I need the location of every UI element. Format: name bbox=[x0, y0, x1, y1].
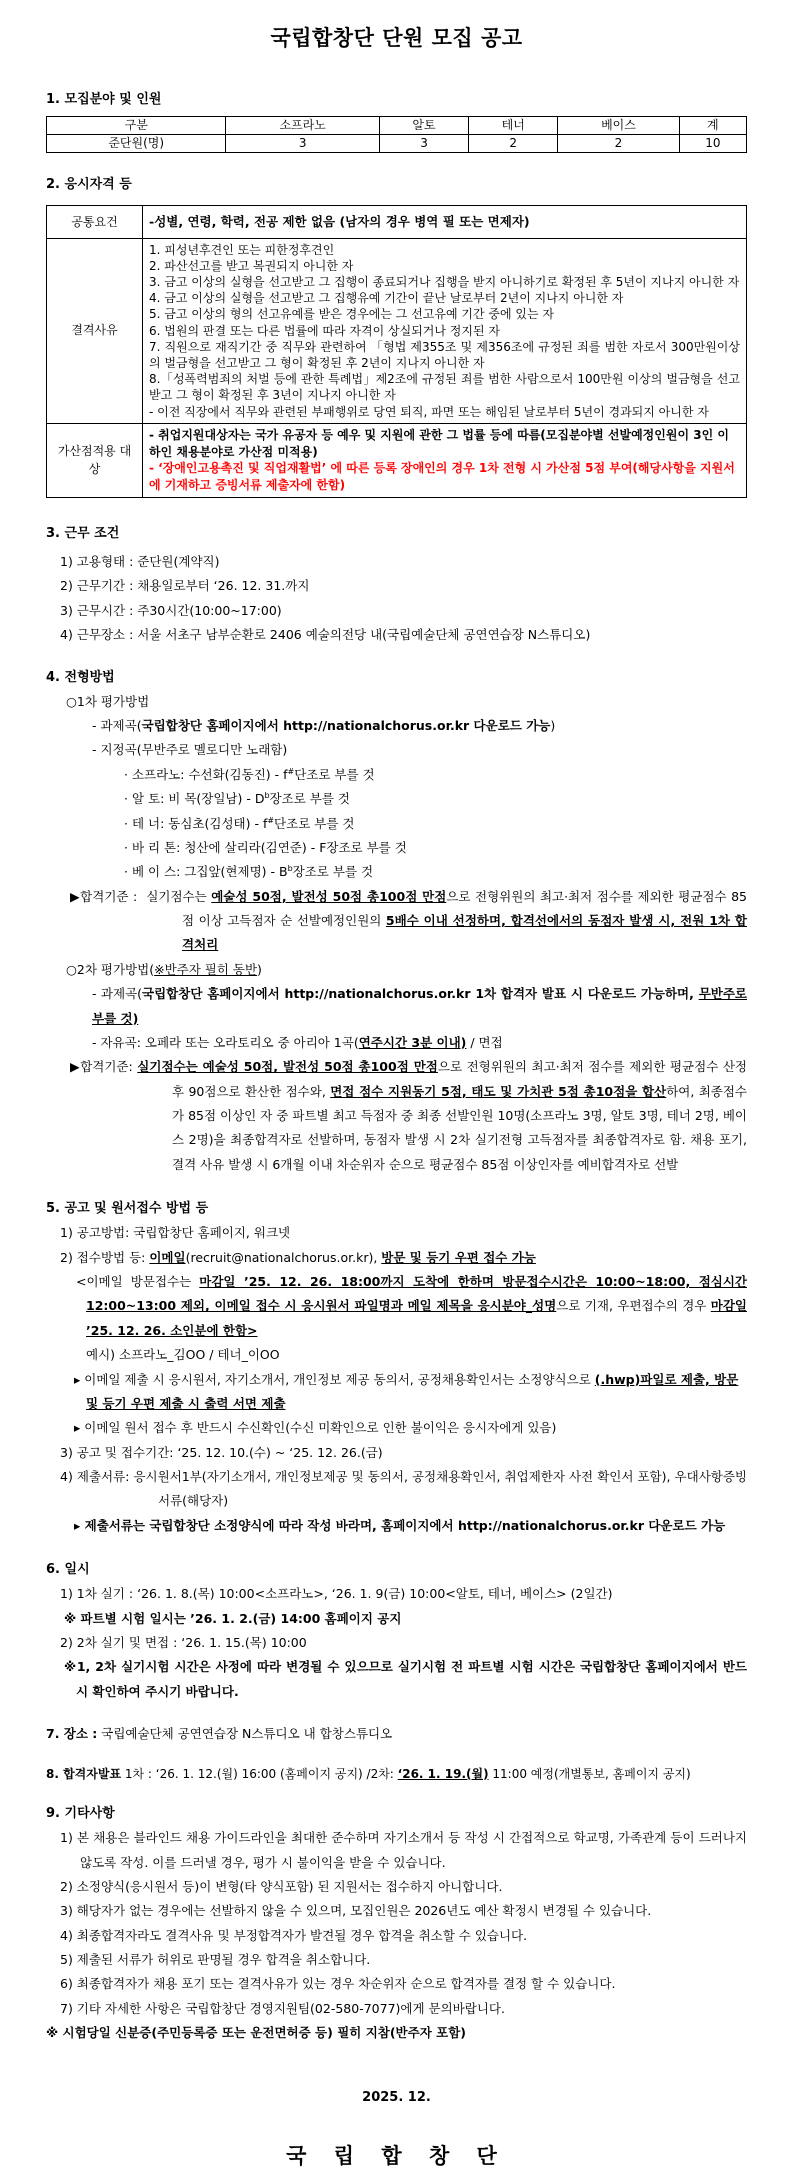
sharp-icon: # bbox=[267, 815, 275, 825]
application-method-label: 2) 접수방법 등: bbox=[60, 1249, 150, 1265]
list-item: 3) 해당자가 없는 경우에는 선발하지 않을 수 있으며, 모집인원은 2026년도 예산 확정시 변경될 수 있습니다. bbox=[60, 1903, 652, 1919]
sharp-icon: # bbox=[287, 766, 295, 776]
announcement-label: 8. 합격자발표 bbox=[46, 1766, 122, 1781]
round2-announcement-date: ‘26. 1. 19.(월) bbox=[397, 1766, 489, 1781]
location-label: 7. 장소 : bbox=[46, 1726, 98, 1742]
application-period: 3) 공고 및 접수기간: ‘25. 12. 10.(수) ~ ‘25. 12. 26.(금) bbox=[60, 1444, 383, 1460]
section-4-heading: 4. 전형방법 bbox=[46, 669, 115, 685]
round1-task-download-link[interactable]: 국립합창단 홈페이지에서 http://nationalchorus.or.kr 다운로드 가능 bbox=[141, 718, 551, 734]
deadline-notice bbox=[46, 1270, 747, 1343]
hwp-format-emphasis: (.hwp)파일로 제출, 방문 및 등기 우편 제출 시 출력 서면 제출 bbox=[86, 1371, 739, 1411]
work-conditions-list bbox=[60, 550, 747, 648]
criteria-label: ▶합격기준: bbox=[70, 1059, 133, 1075]
email-address-link[interactable]: (recruit@nationalchorus.or.kr), bbox=[185, 1249, 382, 1265]
table-header-cell: 알토 bbox=[379, 117, 468, 135]
criteria-score-emphasis: 실기점수는 예술성 50점, 발전성 50점 총100점 만점 bbox=[137, 1059, 438, 1075]
list-item: 6) 최종합격자가 채용 포기 또는 결격사유가 있는 경우 차순위자 순으로 합격자를 결정 할 수 있습니다. bbox=[60, 1976, 616, 1992]
criteria-text: 으로 전형위원의 최고·최저 점수를 제외한 평균점수 85점 이상 고득점자 순 선발예정인원의 bbox=[182, 888, 748, 929]
table-header-cell: 테너 bbox=[469, 117, 558, 135]
section-5-heading: 5. 공고 및 원서접수 방법 등 bbox=[46, 1201, 209, 1217]
round1-schedule: 1) 1차 실기 : ‘26. 1. 8.(목) 10:00<소프라노>, ‘26. 1. 9(금) 10:00<알토, 테너, 베이스> (2일간) bbox=[60, 1586, 613, 1602]
bonus-veterans-text: - 취업지원대상자는 국가 유공자 등 예우 및 지원에 관한 그 법률 등에 따름(모집분야별 선발예정인원이 3인 이하인 채용분야로 가산점 미적용) bbox=[149, 427, 729, 459]
round1-task-prefix: - 과제곡( bbox=[92, 718, 142, 734]
part-song-bass bbox=[46, 860, 747, 884]
announcement-method: 1) 공고방법: 국립합창단 홈페이지, 워크넷 bbox=[60, 1225, 291, 1241]
positions-table bbox=[46, 116, 747, 153]
contact-info: 7) 기타 자세한 사항은 국립합창단 경영지원팀(02-580-7077)에게 문의바랍니다. bbox=[60, 2000, 505, 2016]
criteria-label: ▶합격기준 : bbox=[70, 888, 138, 904]
song-key: 단조로 부를 것 bbox=[274, 815, 355, 831]
form-download-note[interactable]: ▸ 제출서류는 국립합창단 소정양식에 따라 작성 바라며, 홈페이지에서 http://nationalchorus.or.kr 다운로드 가능 bbox=[74, 1517, 726, 1533]
criteria-text: 실기점수는 bbox=[146, 888, 212, 904]
song-key: 장조로 부를 것 bbox=[326, 839, 407, 855]
table-header-cell: 소프라노 bbox=[226, 117, 379, 135]
organization-name: 국 립 합 창 단 bbox=[286, 2143, 507, 2168]
section-3-heading: 3. 근무 조건 bbox=[46, 525, 120, 541]
free-song-text: - 자유곡: 오페라 또는 오라토리오 중 아리아 1곡( bbox=[92, 1034, 359, 1050]
criteria-score-emphasis: 예술성 50점, 발전성 50점 총100점 만점 bbox=[211, 888, 447, 904]
list-item: 3. 금고 이상의 실형을 선고받고 그 집행이 종료되거나 집행을 받지 아니하기로 확정된 후 5년이 지나지 아니한 자 bbox=[149, 275, 740, 290]
notice-date: 2025. 12. bbox=[362, 2089, 431, 2105]
section-1-heading: 1. 모집분야 및 인원 bbox=[46, 92, 162, 107]
round2-schedule: 2) 2차 실기 및 면접 : ‘26. 1. 15.(목) 10:00 bbox=[60, 1635, 307, 1651]
section-8-announcement bbox=[46, 1763, 747, 1786]
list-item: 2) 소정양식(응시원서 등)이 변형(타 양식포함) 된 지원서는 접수하지 아니합니다. bbox=[60, 1878, 503, 1894]
table-header-row bbox=[47, 117, 747, 135]
section-2-heading: 2. 응시자격 등 bbox=[46, 177, 132, 193]
list-item: 4) 근무장소 : 서울 서초구 남부순환로 2406 예술의전당 내(국립예술단체 공연연습장 N스튜디오) bbox=[60, 627, 591, 643]
round1-task-song bbox=[46, 714, 747, 738]
interview-text: / 면접 bbox=[466, 1034, 503, 1050]
round2-title-end: ) bbox=[257, 961, 262, 977]
table-header-cell: 계 bbox=[679, 117, 746, 135]
part-song-alto bbox=[46, 787, 747, 811]
required-documents: 4) 제출서류: 응시원서1부(자기소개서, 개인정보제공 및 동의서, 공정채용확인서, 취업제한자 사전 확인서 포함), 우대사항증빙서류(해당자) bbox=[60, 1469, 747, 1509]
bonus-points-text bbox=[143, 423, 747, 497]
id-required-notice: ※ 시험당일 신분증(주민등록증 또는 운전면허증 등) 필히 지참(반주자 포함) bbox=[46, 2025, 466, 2041]
section-9-heading: 9. 기타사항 bbox=[46, 1805, 115, 1821]
list-item: 1) 고용형태 : 준단원(계약직) bbox=[60, 554, 220, 570]
criteria-text: 하여, 최종점수가 85점 이상인 자 중 파트별 최고 득점자 중 최종 선발인원 10명(소프라노 3명, 알토 3명, 테너 2명, 베이스 2명)을 최종합격자로 선발하며, 동점자 발생 시 2차 실기전형 고득점자를 최종합격자로 함. 채용 포기, 결격 사유 발생 시 6개월 이내 차순위자 순으로 평균점수 85점 이상인자를 예비합격자로 선발 bbox=[172, 1083, 747, 1172]
song-title: 동심초(김성태) - f bbox=[168, 815, 268, 831]
round2-unaccompanied-note: 무반주로 부를 것) bbox=[92, 986, 747, 1026]
table-header-cell: 베이스 bbox=[558, 117, 679, 135]
round1-title: ○1차 평가방법 bbox=[66, 693, 150, 709]
list-item: 4) 최종합격자라도 결격사유 및 부정합격자가 발견될 경우 합격을 취소할 수 있습니다. bbox=[60, 1927, 528, 1943]
section-7-location bbox=[46, 1722, 747, 1746]
round1-task-suffix: ) bbox=[550, 718, 556, 734]
table-cell: 3 bbox=[379, 135, 468, 153]
schedule-change-notice: ※1, 2차 실기시험 시간은 사정에 따라 변경될 수 있으므로 실기시험 전 파트별 시험 시간은 국립합창단 홈페이지에서 반드시 확인하여 주시기 바랍니다. bbox=[64, 1659, 747, 1699]
round1-assigned-song: - 지정곡(무반주로 멜로디만 노래함) bbox=[92, 742, 288, 758]
accompanist-required-note: ※반주자 필히 동반 bbox=[154, 961, 258, 977]
round1-criteria bbox=[46, 885, 747, 958]
part-name: · 테 너: bbox=[124, 815, 165, 831]
part-song-tenor bbox=[46, 812, 747, 836]
part-name: · 소프라노: bbox=[124, 766, 185, 782]
list-item: - 이전 직장에서 직무와 관련된 부패행위로 당연 퇴직, 파면 또는 해임된 날로부터 5년이 경과되지 아니한 자 bbox=[149, 404, 709, 419]
round2-title-text: ○2차 평가방법( bbox=[66, 961, 155, 977]
list-item: 3) 근무시간 : 주30시간(10:00~17:00) bbox=[60, 602, 282, 618]
song-title: 그집앞(현제명) - B bbox=[184, 864, 288, 880]
part-schedule-notice: ※ 파트별 시험 일시는 ’26. 1. 2.(금) 14:00 홈페이지 공지 bbox=[64, 1610, 402, 1626]
qualifications-table bbox=[46, 205, 747, 498]
deadline-text: <이메일 방문접수는 bbox=[76, 1274, 200, 1290]
round2-task-prefix: - 과제곡( bbox=[92, 986, 143, 1002]
list-item: 5. 금고 이상의 형의 선고유예를 받은 경우에는 그 선고유예 기간 중에 있는 자 bbox=[149, 307, 554, 322]
song-key: 장조로 부를 것 bbox=[292, 864, 374, 880]
submission-text: ▸ 이메일 제출 시 응시원서, 자기소개서, 개인정보 제공 동의서, 공정채용확인서는 소정양식으로 bbox=[74, 1371, 595, 1387]
part-name: · 바 리 톤: bbox=[124, 839, 181, 855]
location-text: 국립예술단체 공연연습장 N스튜디오 내 합창스튜디오 bbox=[97, 1726, 393, 1742]
bonus-disability-text: - ‘장애인고용촉진 및 직업재활법’ 에 따른 등록 장애인의 경우 1차 전형 시 가산점 5점 부여(해당사항을 지원서에 기재하고 증빙서류 제출자에 한함) bbox=[149, 461, 735, 493]
table-cell: 준단원(명) bbox=[47, 135, 226, 153]
list-item: 8.「성폭력범죄의 처벌 등에 관한 특례법」제2조에 규정된 죄를 범한 사람으로서 100만원 이상의 벌금형을 선고받고 그 형이 확정된 후 3년이 지나지 아니한 자 bbox=[149, 372, 740, 403]
round2-task-download-link[interactable]: 국립합창단 홈페이지에서 http://nationalchorus.or.kr 1차 합격자 발표 시 다운로드 가능하며, bbox=[142, 986, 699, 1002]
song-title: 수선화(김동진) - f bbox=[188, 766, 288, 782]
email-submission-note bbox=[46, 1368, 747, 1417]
song-title: 비 목(장일남) - D bbox=[168, 791, 265, 807]
section-6-heading: 6. 일시 bbox=[46, 1562, 90, 1578]
announcement-text: 11:00 예정(개별통보, 홈페이지 공지) bbox=[488, 1766, 691, 1781]
common-requirements-label: 공통요건 bbox=[47, 206, 143, 238]
part-song-soprano bbox=[46, 763, 747, 787]
round2-criteria bbox=[46, 1055, 747, 1177]
song-key: 단조로 부를 것 bbox=[294, 766, 375, 782]
table-cell: 2 bbox=[558, 135, 679, 153]
bonus-points-label: 가산점적용 대상 bbox=[47, 423, 143, 497]
round2-free-song bbox=[46, 1031, 747, 1055]
visit-mail-note: 방문 및 등기 우편 접수 가능 bbox=[381, 1249, 536, 1265]
disqualification-label: 결격사유 bbox=[47, 238, 143, 423]
round2-task-song bbox=[46, 982, 747, 1031]
list-item: 2) 근무기간 : 채용일로부터 ‘26. 12. 31.까지 bbox=[60, 578, 310, 594]
list-item: 1) 본 채용은 블라인드 채용 가이드라인을 최대한 준수하며 자기소개서 등 작성 시 간접적으로 학교명, 가족관계 등이 드러나지 않도록 작성. 이를 드러낼 경우, 평가 시 불이익을 받을 수 있습니다. bbox=[60, 1830, 747, 1870]
list-item: 7. 직원으로 재직기간 중 직무와 관련하여 「형법 제355조 및 제356조에 규정된 죄를 범한 자로서 300만원이상의 벌금형을 선고받고 그 형이 확정된 후 2년이 지나지 아니한 자 bbox=[149, 339, 740, 370]
table-header-cell: 구분 bbox=[47, 117, 226, 135]
flat-icon: b bbox=[264, 791, 270, 801]
deadline-emphasis: 마감일 ’25. 12. 26. 18:00까지 도착에 한하며 방문접수시간은 10:00~18:00, 점심시간 12:00~13:00 제외, 이메일 접수 시 응시원서 파일명과 메일 제목을 응시분야_성명 bbox=[86, 1274, 747, 1314]
disqualification-row bbox=[47, 238, 747, 423]
email-label: 이메일 bbox=[149, 1249, 186, 1265]
disqualification-list bbox=[143, 238, 747, 423]
deadline-text: 으로 기재, 우편접수의 경우 bbox=[556, 1298, 711, 1314]
criteria-selection-emphasis: 5배수 이내 선정하며, 합격선에서의 동점자 발생 시, 전원 1차 합격처리 bbox=[182, 913, 747, 953]
application-method bbox=[46, 1246, 747, 1270]
part-name: · 알 토: bbox=[124, 791, 165, 807]
table-row bbox=[47, 135, 747, 153]
bonus-points-row bbox=[47, 423, 747, 497]
list-item: 5) 제출된 서류가 허위로 판명될 경우 합격을 취소합니다. bbox=[60, 1952, 371, 1967]
list-item: 2. 파산선고를 받고 복권되지 아니한 자 bbox=[149, 258, 354, 273]
table-cell: 2 bbox=[469, 135, 558, 153]
receipt-confirmation-note: ▸ 이메일 원서 접수 후 반드시 수신확인(수신 미확인으로 인한 불이익은 응시자에게 있음) bbox=[74, 1420, 557, 1436]
document-title: 국립합창단 단원 모집 공고 bbox=[270, 26, 523, 50]
time-limit-note: 연주시간 3분 이내) bbox=[358, 1034, 467, 1050]
table-cell: 3 bbox=[226, 135, 379, 153]
interview-score-emphasis: 면접 점수 지원동기 5점, 태도 및 가치관 5점 총10점을 합산 bbox=[330, 1083, 667, 1099]
table-cell: 10 bbox=[679, 135, 746, 153]
announcement-text: 1차 : ‘26. 1. 12.(월) 16:00 (홈페이지 공지) /2차: bbox=[121, 1766, 398, 1781]
filename-example: 예시) 소프라노_김OO / 테너_이OO bbox=[86, 1347, 280, 1363]
postal-deadline-emphasis: 마감일 ’25. 12. 26. 소인분에 한함> bbox=[86, 1298, 747, 1338]
round2-title bbox=[46, 958, 747, 982]
part-name: · 베 이 스: bbox=[124, 864, 181, 880]
list-item: 4. 금고 이상의 실형을 선고받고 그 집행유예 기간이 끝난 날로부터 2년이 지나지 아니한 자 bbox=[149, 291, 624, 306]
song-title: 청산에 살리라(김연준) - F bbox=[184, 839, 327, 855]
list-item: 1. 피성년후견인 또는 피한정후견인 bbox=[149, 242, 335, 257]
list-item: 6. 법원의 판결 또는 다른 법률에 따라 자격이 상실되거나 정지된 자 bbox=[149, 323, 500, 338]
criteria-text: 으로 전형위원의 최고·최저 점수를 제외한 평균점수 산정 후 90점으로 환산한 점수와, bbox=[172, 1059, 747, 1099]
common-requirements-text: -성별, 연령, 학력, 전공 제한 없음 (남자의 경우 병역 필 또는 면제자) bbox=[143, 206, 747, 238]
part-song-baritone bbox=[46, 836, 747, 860]
song-key: 장조로 부를 것 bbox=[269, 791, 350, 807]
common-requirements-row bbox=[47, 206, 747, 238]
flat-icon: b bbox=[287, 864, 293, 874]
